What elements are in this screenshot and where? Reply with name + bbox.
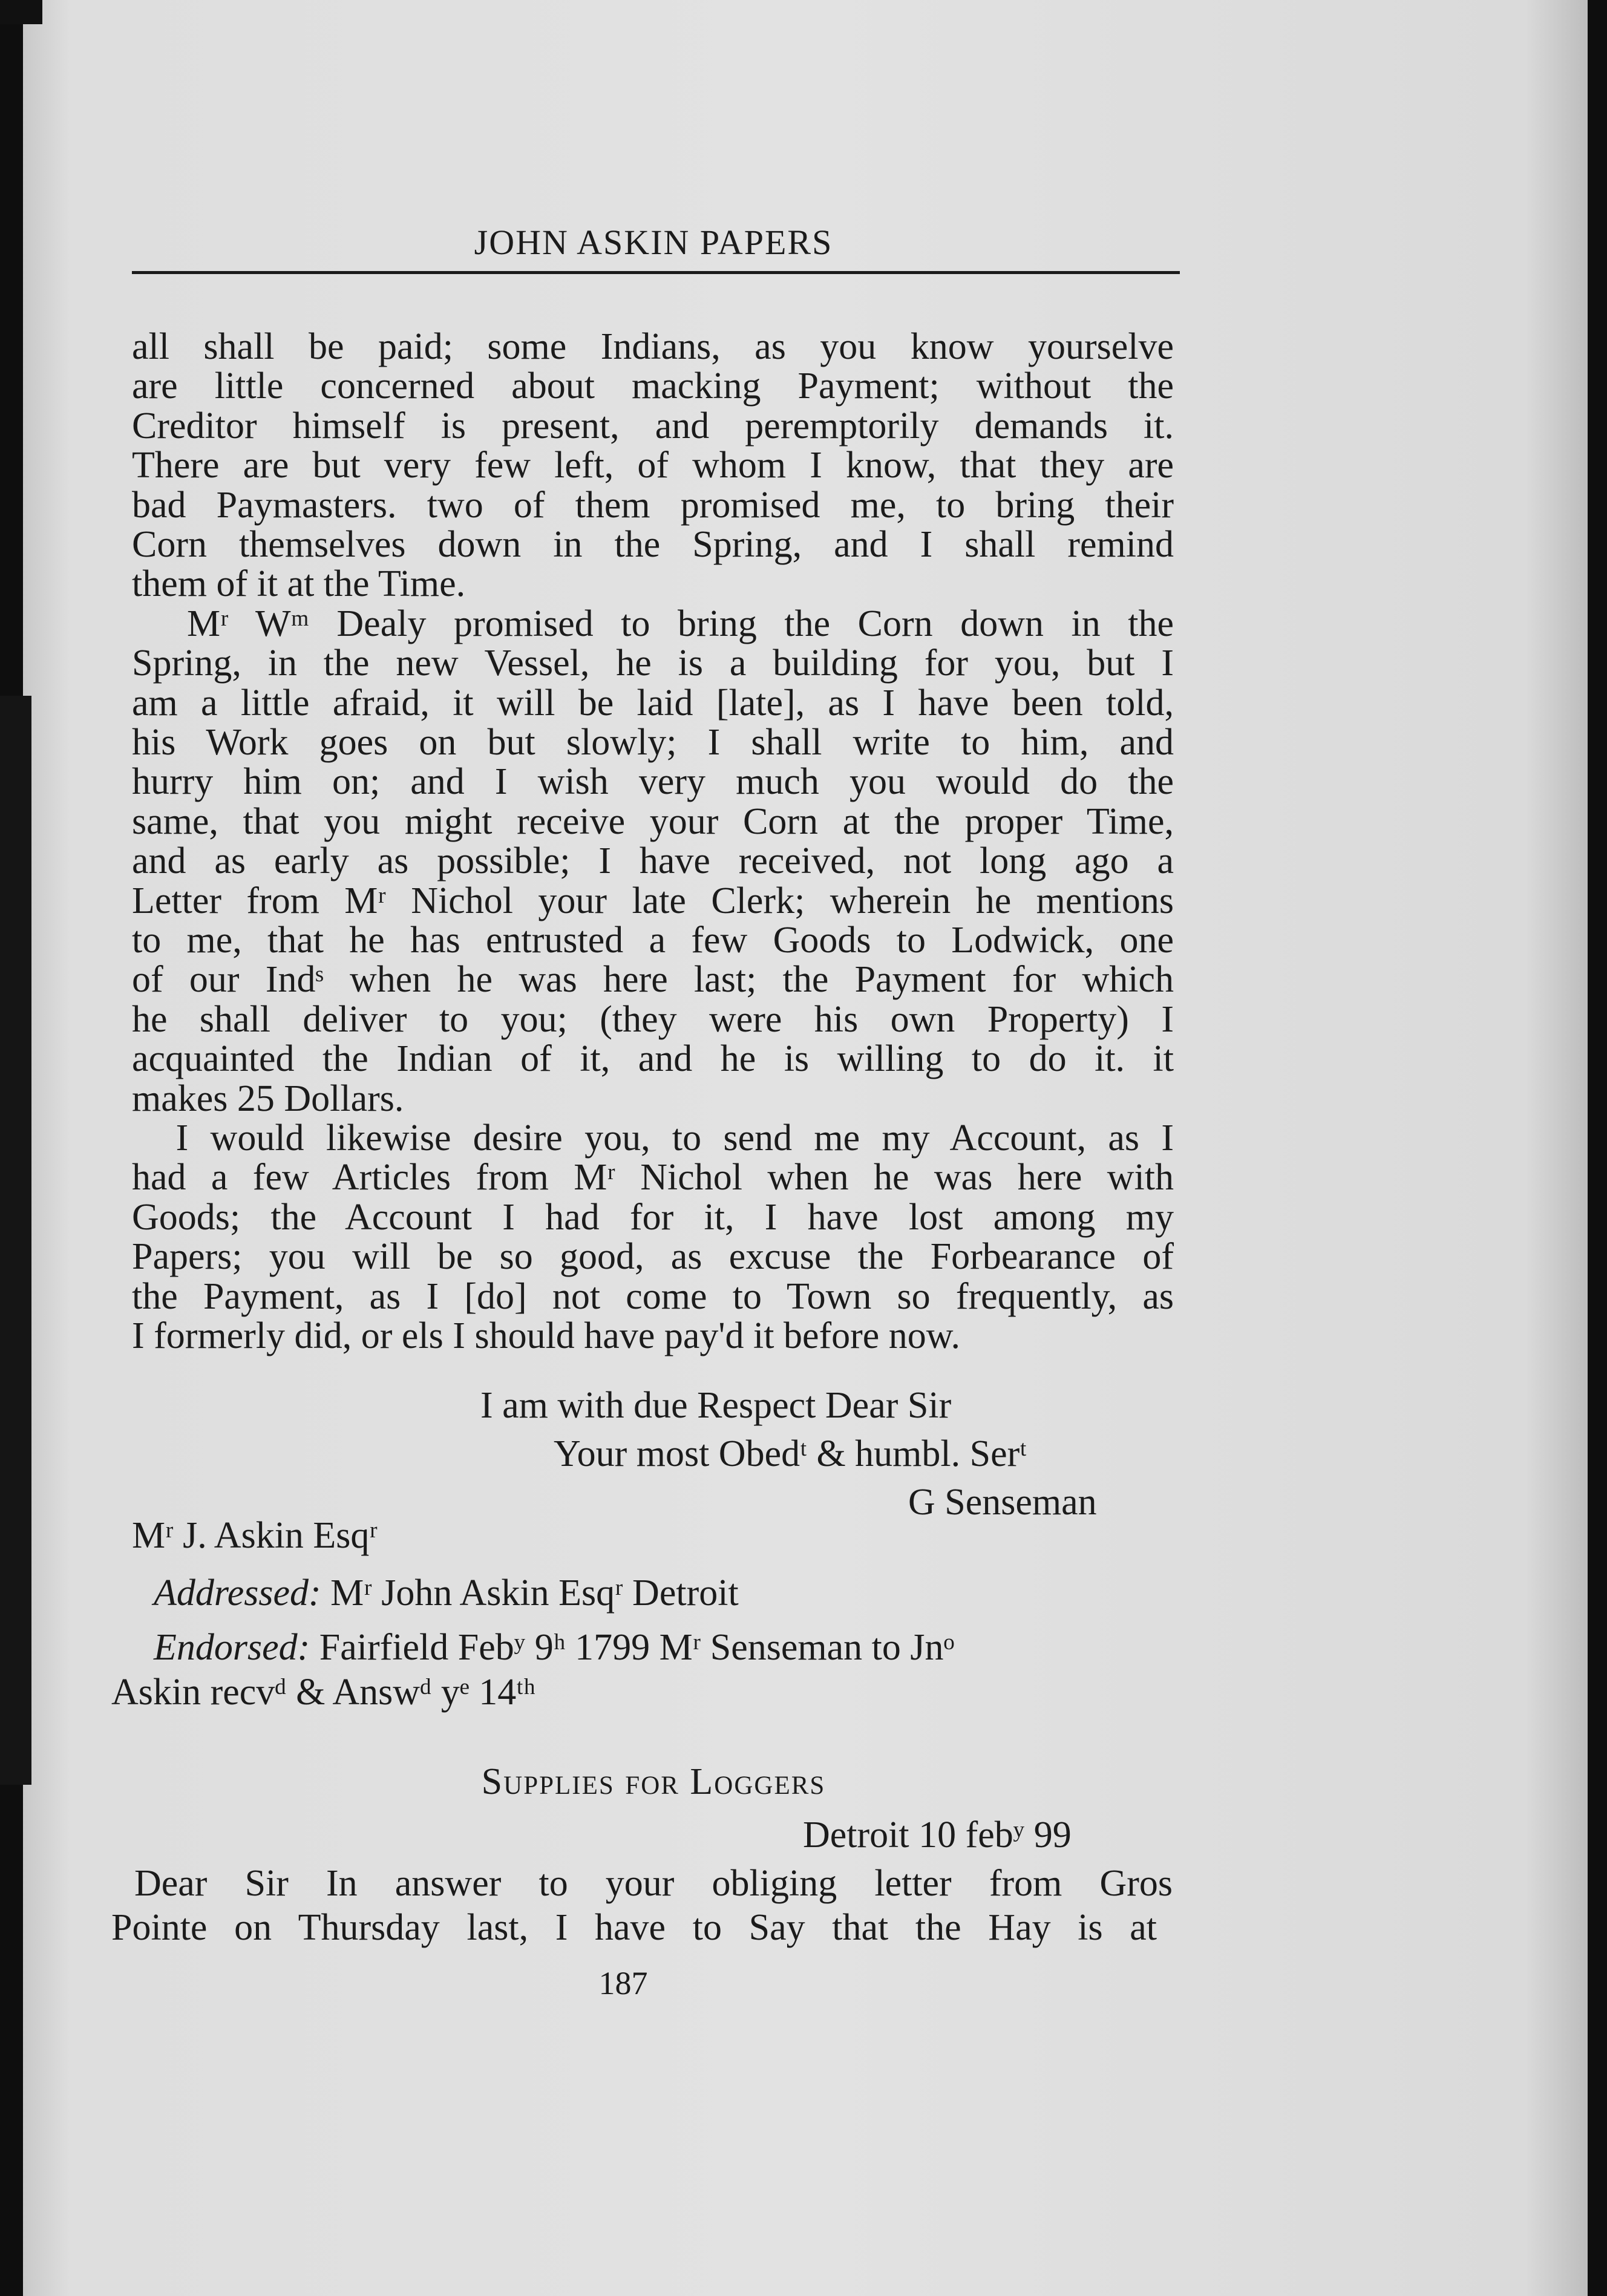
text-line: Pointe on Thursday last, I have to Say that the Hay is at bbox=[111, 1907, 1157, 1948]
text-line: the Payment, as I [do] not come to Town so frequently, as bbox=[132, 1275, 1174, 1317]
page-number: 187 bbox=[598, 1965, 648, 2001]
text-line: Dear Sir In answer to your obliging letter from Gros bbox=[134, 1863, 1173, 1904]
text-line: hurry him on; and I wish very much you would do the bbox=[132, 761, 1174, 803]
text-line: to me, that he has entrusted a few Goods to Lodwick, one bbox=[132, 920, 1174, 961]
text-line: and as early as possible; I have received, not long ago a bbox=[132, 840, 1174, 882]
text-line: he shall deliver to you; (they were his own Property) I bbox=[132, 998, 1174, 1040]
text-line: makes 25 Dollars. bbox=[132, 1078, 404, 1119]
text-line: his Work goes on but slowly; I shall write to him, and bbox=[132, 722, 1174, 763]
section-title: Supplies for Loggers bbox=[481, 1761, 826, 1802]
text-line: Papers; you will be so good, as excuse the Forbearance of bbox=[132, 1236, 1174, 1278]
endorsed-note bbox=[154, 1627, 954, 1667]
text-line: I formerly did, or els I should have pay'd it before now. bbox=[132, 1315, 961, 1356]
text-line: There are but very few left, of whom I know, that they are bbox=[132, 445, 1174, 486]
text-line: Letter from Mʳ Nichol your late Clerk; wherein he mentions bbox=[132, 880, 1174, 921]
text-line: had a few Articles from Mʳ Nichol when he was here with bbox=[132, 1157, 1174, 1199]
signature: G Senseman bbox=[908, 1482, 1097, 1523]
endorsed-continuation: Askin recvᵈ & Answᵈ yᵉ 14ᵗʰ bbox=[111, 1672, 536, 1713]
text-line: bad Paymasters. two of them promised me, to bring their bbox=[132, 484, 1174, 526]
addressed-label: Addressed: bbox=[154, 1572, 321, 1614]
text-line: Goods; the Account I had for it, I have lost among my bbox=[132, 1196, 1174, 1238]
text-line: I would likewise desire you, to send me my Account, as I bbox=[132, 1117, 1174, 1159]
addressed-note bbox=[154, 1573, 739, 1613]
scan-background bbox=[0, 0, 42, 24]
running-title: JOHN ASKIN PAPERS bbox=[474, 223, 833, 262]
text-line: are little concerned about macking Payment; without the bbox=[132, 365, 1174, 407]
closing-salutation: I am with due Respect Dear Sir bbox=[480, 1385, 952, 1426]
torn-page-edge bbox=[0, 696, 31, 1785]
complimentary-close: Your most Obedᵗ & humbl. Serᵗ bbox=[554, 1433, 1027, 1474]
text-line: Spring, in the new Vessel, he is a building for you, but I bbox=[132, 643, 1174, 684]
addressed-text: Mʳ John Askin Esqʳ Detroit bbox=[330, 1572, 739, 1614]
endorsed-text: Fairfield Febʸ 9ʰ 1799 Mʳ Senseman to Jnᵒ bbox=[319, 1627, 955, 1668]
text-line: am a little afraid, it will be laid [late], as I have been told, bbox=[132, 682, 1174, 724]
text-line: all shall be paid; some Indians, as you know yourselve bbox=[132, 326, 1174, 367]
dateline: Detroit 10 febʸ 99 bbox=[803, 1814, 1072, 1856]
recipient: Mʳ J. Askin Esqʳ bbox=[132, 1515, 378, 1556]
text-line: Corn themselves down in the Spring, and I shall remind bbox=[132, 524, 1174, 565]
text-line: Mʳ Wᵐ Dealy promised to bring the Corn down in the bbox=[132, 603, 1174, 644]
text-line: them of it at the Time. bbox=[132, 563, 466, 605]
text-line: Creditor himself is present, and peremptorily demands it. bbox=[132, 405, 1174, 446]
text-line: same, that you might receive your Corn at the proper Time, bbox=[132, 800, 1174, 842]
header-rule bbox=[132, 271, 1180, 274]
endorsed-label: Endorsed: bbox=[154, 1627, 310, 1668]
text-line: acquainted the Indian of it, and he is willing to do it. it bbox=[132, 1038, 1174, 1080]
text-line: of our Indˢ when he was here last; the Payment for which bbox=[132, 959, 1174, 1001]
